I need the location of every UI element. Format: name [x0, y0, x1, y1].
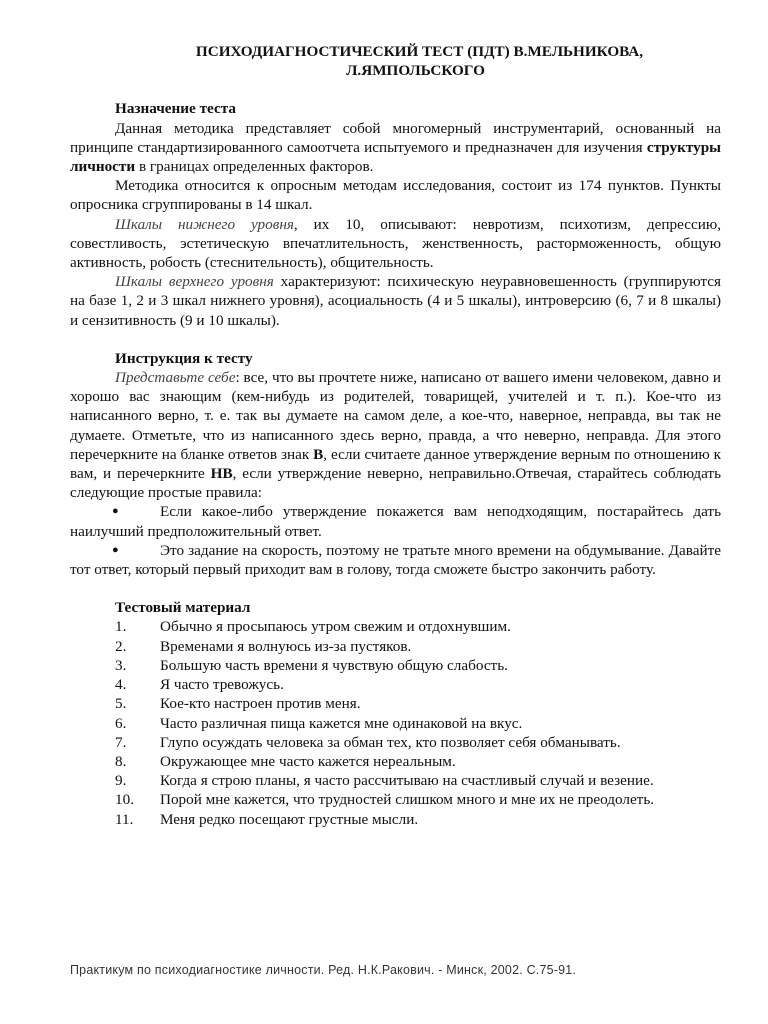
item-text: Глупо осуждать человека за обман тех, кто позволяет себя обманывать. — [160, 733, 621, 751]
section-heading-purpose: Назначение теста — [115, 100, 236, 118]
text-run: , если считаете данное утверждение верным по отношению к вам, и перечеркните — [70, 445, 721, 483]
item-number: 3. — [115, 656, 127, 674]
item-number: 1. — [115, 618, 127, 636]
item-text: Окружающее мне часто кажется нереальным. — [160, 752, 456, 770]
answer-mark-yes: В — [313, 445, 324, 463]
bullet-icon: ● — [112, 543, 119, 556]
text-run: Данная методика представляет собой многомерный инструментарий, основанный на принципе стандартизированного самоотчета испытуемого и предназначен для изучения — [70, 119, 721, 156]
item-number: 10. — [115, 791, 134, 809]
bold-term: структуры личности — [70, 138, 721, 176]
document-page — [70, 42, 721, 829]
answer-mark-no: НВ — [210, 465, 233, 483]
rule-bullet-item — [70, 502, 721, 540]
page-footer-citation: Практикум по психодиагностике личности. Ред. Н.К.Ракович. - Минск, 2002. С.75-91. — [70, 963, 577, 977]
item-text: Временами я волнуюсь из-за пустяков. — [160, 637, 412, 655]
spacer — [70, 330, 721, 349]
list-item — [70, 771, 721, 790]
list-item — [70, 733, 721, 752]
item-number: 2. — [115, 637, 127, 655]
purpose-paragraph-1 — [70, 119, 721, 177]
item-text: Часто различная пища кажется мне одинаковой на вкус. — [160, 714, 523, 732]
item-text: Я часто тревожусь. — [160, 676, 284, 694]
text-run: характеризуют: психическую неуравновешенность (группируются на базе 1, 2 и 3 шкал нижнего уровня), асоциальность (4 и 5 шкалы), интроверсию (6, 7 и 8 шкалы) и сензитивность (9 и 10 шкалы). — [70, 273, 721, 329]
list-item — [70, 675, 721, 694]
item-text: Когда я строю планы, я часто рассчитываю на счастливый случай и везение. — [160, 772, 654, 790]
text-run: , их 10, описывают: невротизм, психотизм, депрессию, совестливость, эстетическую впечатлительность, женственность, расторможенность, общую активность, робость (стеснительность), общительность. — [70, 215, 721, 272]
item-number: 7. — [115, 733, 127, 751]
item-text: Большую часть времени я чувствую общую слабость. — [160, 656, 508, 674]
bullet-text: Если какое-либо утверждение покажется вам неподходящим, постарайтесь дать наилучший предположительный ответ. — [70, 503, 721, 540]
section-heading-instruction: Инструкция к тесту — [115, 349, 253, 367]
list-item — [70, 810, 721, 829]
list-item — [70, 752, 721, 771]
instruction-paragraph — [70, 368, 721, 502]
item-text: Порой мне кажется, что трудностей слишком много и мне их не преодолеть. — [160, 791, 655, 809]
italic-term: Шкалы верхнего уровня — [115, 273, 274, 291]
spacer — [70, 80, 721, 99]
list-item — [70, 790, 721, 809]
test-item-list — [70, 617, 721, 828]
bullet-text: Это задание на скорость, поэтому не тратьте много времени на обдумывание. Давайте тот ответ, который первый приходит вам в голову, тогда сможете быстро закончить работу. — [70, 541, 721, 579]
item-number: 4. — [115, 676, 127, 694]
text-run: в границах определенных факторов. — [135, 158, 374, 176]
document-title-line2: Л.ЯМПОЛЬСКОГО — [346, 62, 485, 80]
purpose-paragraph-3 — [70, 215, 721, 273]
item-text: Обычно я просыпаюсь утром свежим и отдохнувшим. — [160, 618, 511, 636]
list-item — [70, 714, 721, 733]
purpose-paragraph-4 — [70, 272, 721, 330]
purpose-paragraph-2: Методика относится к опросным методам исследования, состоит из 174 пунктов. Пункты опросника сгруппированы в 14 шкал. — [70, 177, 721, 214]
item-number: 6. — [115, 714, 127, 732]
list-item — [70, 694, 721, 713]
rule-bullet-item — [70, 541, 721, 579]
bullet-icon: ● — [112, 505, 119, 518]
item-number: 5. — [115, 695, 127, 713]
italic-term: Представьте себе — [115, 369, 236, 387]
italic-term: Шкалы нижнего уровня — [115, 215, 294, 233]
text-run: , если утверждение неверно, неправильно.Отвечая, старайтесь соблюдать следующие простые правила: — [70, 465, 721, 502]
item-text: Меня редко посещают грустные мысли. — [160, 810, 419, 828]
list-item — [70, 656, 721, 675]
list-item — [70, 637, 721, 656]
item-number: 9. — [115, 772, 127, 790]
section-heading-material: Тестовый материал — [115, 599, 251, 617]
list-item — [70, 617, 721, 636]
item-number: 8. — [115, 752, 127, 770]
item-text: Кое-кто настроен против меня. — [160, 695, 361, 713]
spacer — [70, 579, 721, 598]
text-run: : все, что вы прочтете ниже, написано от вашего имени человеком, давно и хорошо вас знающим (кем-нибудь из родителей, товарищей, учителей и т. п.). Кое-что из написанного верно, т. е. так вы думаете на самом деле, а кое-что, наверное, неправда, вы так не думаете. Отметьте, что из написанного здесь верно, правда, а что неверно, неправда. Для этого перечеркните на бланке ответов знак — [70, 369, 721, 463]
document-title-line1: ПСИХОДИАГНОСТИЧЕСКИЙ ТЕСТ (ПДТ) В.МЕЛЬНИКОВА, — [195, 43, 644, 60]
item-number: 11. — [115, 810, 134, 828]
